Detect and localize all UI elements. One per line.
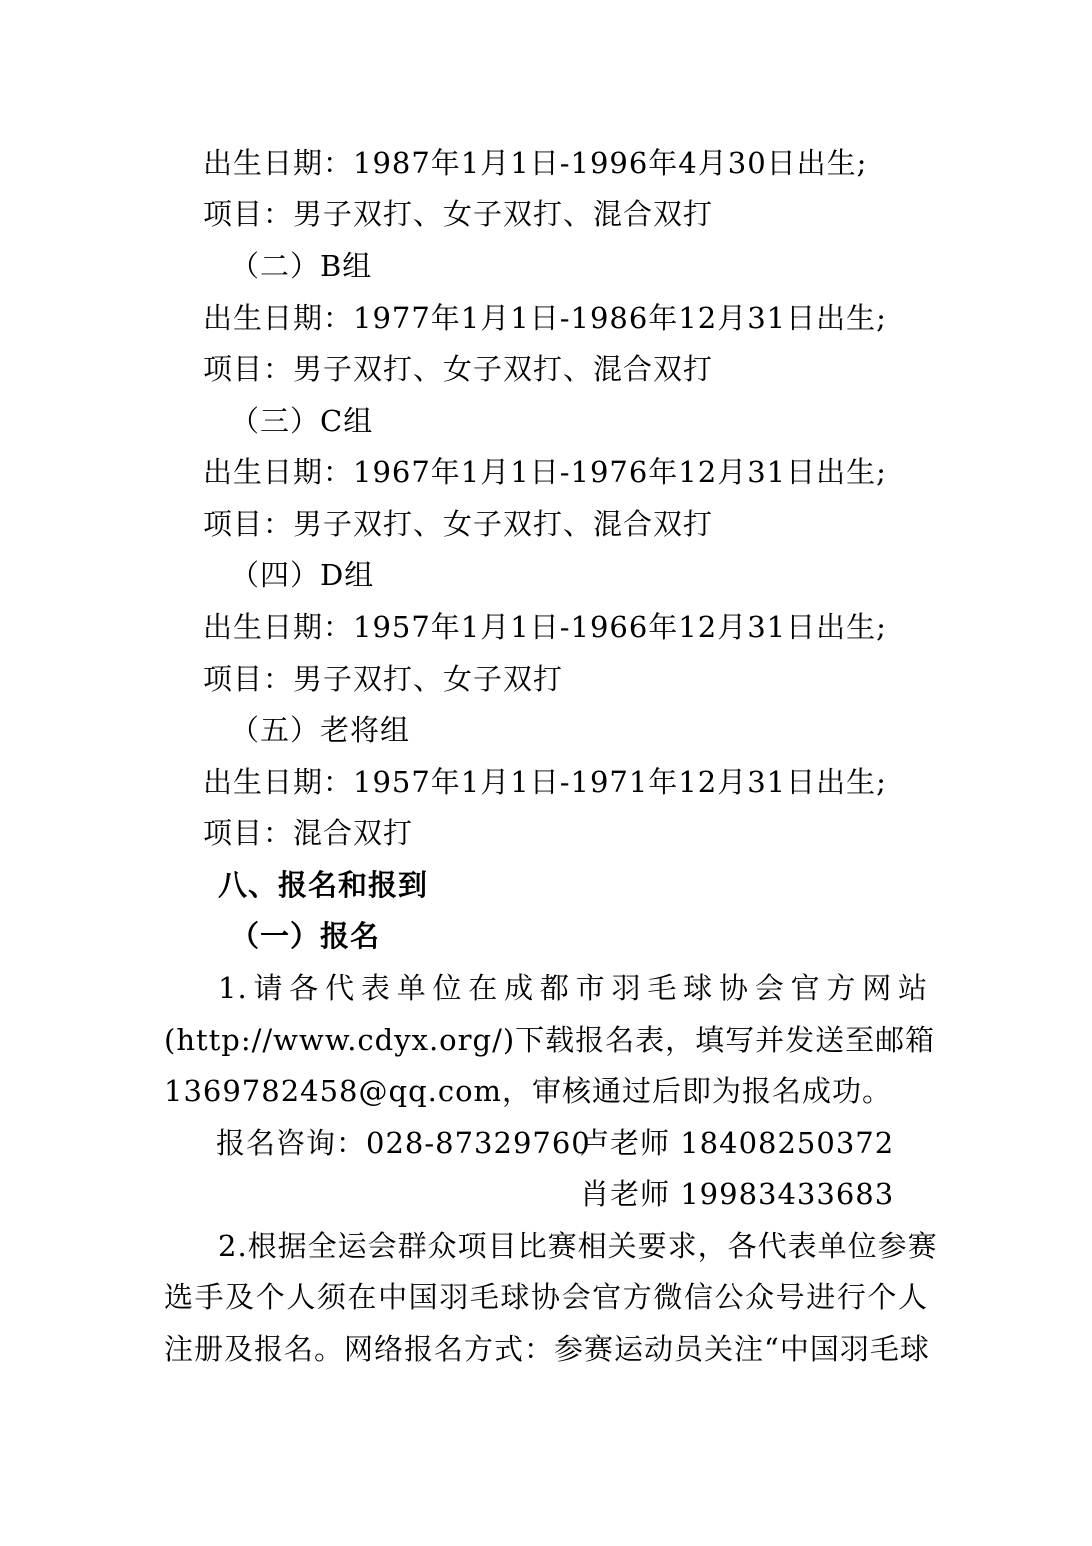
group-a-birthdate: 出生日期：1987年1月1日-1996年4月30日出生; <box>203 146 868 180</box>
group-b-birthdate: 出生日期：1977年1月1日-1986年12月31日出生; <box>203 301 887 335</box>
paragraph-1-line-1: 1.请各代表单位在成都市羽毛球协会官方网站 <box>218 971 928 1005</box>
contact-teacher-lu: 卢老师 18408250372 <box>580 1126 895 1160</box>
paragraph-1-line-2: (http://www.cdyx.org/)下载报名表，填写并发送至邮箱 <box>164 1023 936 1057</box>
contact-teacher-xiao: 肖老师 19983433683 <box>580 1177 895 1211</box>
group-c-heading: （三）C组 <box>230 404 374 438</box>
paragraph-1-line-3: 1369782458@qq.com，审核通过后即为报名成功。 <box>164 1074 893 1108</box>
veteran-group-events: 项目：混合双打 <box>203 816 414 850</box>
group-d-birthdate: 出生日期：1957年1月1日-1966年12月31日出生; <box>203 610 887 644</box>
group-c-events: 项目：男子双打、女子双打、混合双打 <box>203 507 714 541</box>
paragraph-2-line-2: 选手及个人须在中国羽毛球协会官方微信公众号进行个人 <box>164 1280 928 1314</box>
veteran-group-heading: （五）老将组 <box>230 713 411 747</box>
group-a-events: 项目：男子双打、女子双打、混合双打 <box>203 197 714 231</box>
paragraph-2-line-3: 注册及报名。网络报名方式：参赛运动员关注“中国羽毛球 <box>164 1332 930 1366</box>
veteran-group-birthdate: 出生日期：1957年1月1日-1971年12月31日出生; <box>203 765 887 799</box>
group-d-heading: （四）D组 <box>230 558 375 592</box>
subsection-heading-registration: （一）报名 <box>230 919 381 953</box>
group-d-events: 项目：男子双打、女子双打 <box>203 662 564 696</box>
section-heading-registration: 八、报名和报到 <box>218 868 429 902</box>
group-c-birthdate: 出生日期：1967年1月1日-1976年12月31日出生; <box>203 455 887 489</box>
group-b-events: 项目：男子双打、女子双打、混合双打 <box>203 352 714 386</box>
registration-contact-phone: 报名咨询：028-87329760 <box>216 1126 591 1160</box>
paragraph-2-line-1: 2.根据全运会群众项目比赛相关要求，各代表单位参赛 <box>218 1229 938 1263</box>
group-b-heading: （二）B组 <box>230 249 373 283</box>
